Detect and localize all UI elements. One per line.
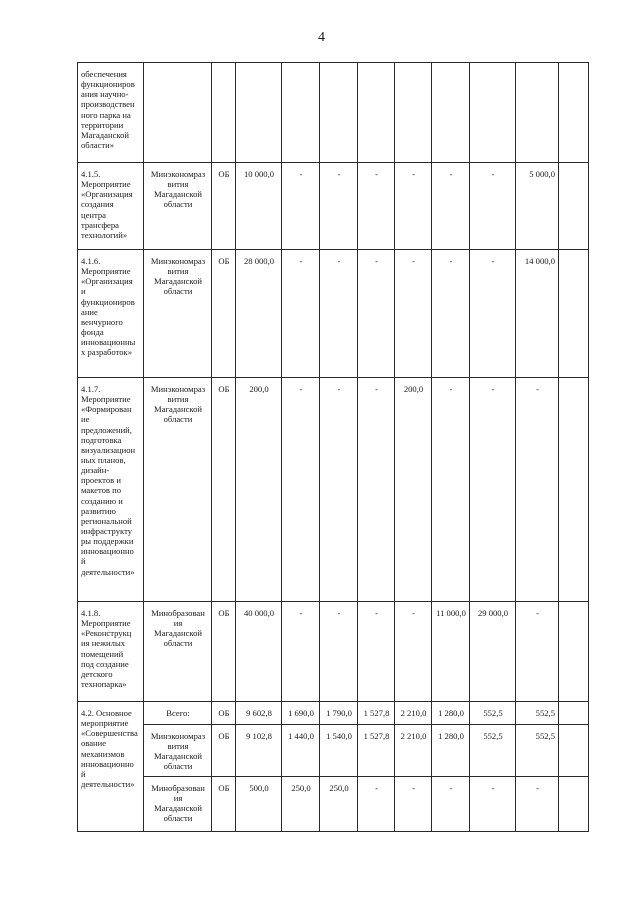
value-cell xyxy=(395,63,432,163)
text-line: механизмов xyxy=(81,748,125,759)
value-cell: - xyxy=(358,602,395,702)
text-line: области xyxy=(163,414,193,425)
text-line: ия xyxy=(173,618,183,629)
value-cell: 552,5 xyxy=(470,702,516,725)
value-cell: 500,0 xyxy=(236,777,282,832)
value-cell: - xyxy=(358,777,395,832)
table-row xyxy=(78,602,589,702)
text-line: й xyxy=(81,556,86,567)
measure-name-cell xyxy=(78,378,144,602)
value-cell: - xyxy=(516,378,559,602)
text-line: трансфера xyxy=(81,219,119,230)
text-line: Минэкономраз xyxy=(150,256,206,266)
text-line: территории xyxy=(81,119,124,130)
value-cell: - xyxy=(432,250,470,378)
text-line: области xyxy=(163,286,193,297)
value-cell: - xyxy=(358,250,395,378)
value-cell: 1 280,0 xyxy=(432,725,470,777)
text-line: «Организация xyxy=(81,276,133,287)
text-line: «Совершенства xyxy=(81,728,138,739)
text-line: функциониров xyxy=(81,79,135,90)
text-line: ры поддержки xyxy=(81,536,134,547)
value-cell: - xyxy=(470,250,516,378)
text-line: и xyxy=(81,286,86,297)
text-line: центра xyxy=(81,209,106,220)
text-line: 4.1.8. xyxy=(81,608,101,618)
value-cell: - xyxy=(395,602,432,702)
text-line: Магаданской xyxy=(81,129,130,140)
text-line: предложений, xyxy=(81,424,132,435)
value-cell: - xyxy=(470,777,516,832)
text-line: развитию xyxy=(81,505,116,516)
text-line: мероприятие xyxy=(81,718,129,729)
value-cell: - xyxy=(282,163,320,250)
text-line: й xyxy=(81,768,86,779)
value-cell: 10 000,0 xyxy=(236,163,282,250)
value-cell xyxy=(358,63,395,163)
text-line: х разработок» xyxy=(81,347,133,358)
funding-source-cell: ОБ xyxy=(212,702,236,725)
value-cell: - xyxy=(432,378,470,602)
executor-cell xyxy=(144,250,212,378)
text-line: проектов и xyxy=(81,475,121,486)
measure-name-cell xyxy=(78,702,144,832)
measure-name-cell xyxy=(78,63,144,163)
value-cell: - xyxy=(432,777,470,832)
value-cell xyxy=(559,602,589,702)
value-cell xyxy=(236,63,282,163)
text-line: Магаданской xyxy=(153,751,203,762)
text-line: 4.1.6. xyxy=(81,256,101,266)
text-line: Магаданской xyxy=(153,276,203,287)
value-cell: 552,5 xyxy=(516,725,559,777)
text-line: области» xyxy=(81,139,115,150)
text-line: Магаданской xyxy=(153,189,203,200)
value-cell: 5 000,0 xyxy=(516,163,559,250)
funding-source-cell: ОБ xyxy=(212,163,236,250)
value-cell: 200,0 xyxy=(395,378,432,602)
text-line: под создание xyxy=(81,658,129,669)
executor-cell xyxy=(144,163,212,250)
text-line: макетов по xyxy=(81,485,122,496)
value-cell: - xyxy=(516,777,559,832)
value-cell: 200,0 xyxy=(236,378,282,602)
text-line: помещений xyxy=(81,648,124,659)
text-line: венчурного xyxy=(81,316,123,327)
value-cell: 552,5 xyxy=(516,702,559,725)
value-cell xyxy=(559,163,589,250)
text-line: ание xyxy=(81,306,98,317)
table-row xyxy=(78,702,589,725)
text-line: обеспечения xyxy=(81,69,127,79)
text-line: области xyxy=(163,199,193,210)
value-cell xyxy=(432,63,470,163)
table-row xyxy=(78,378,589,602)
measure-name-cell xyxy=(78,250,144,378)
text-line: 4.2. Основное xyxy=(81,708,132,718)
text-line: ие xyxy=(81,414,90,425)
text-line: созданию и xyxy=(81,495,123,506)
text-line: ия нежилых xyxy=(81,638,126,649)
text-line: области xyxy=(163,813,193,824)
text-line: Всего: xyxy=(166,708,190,718)
value-cell: 1 527,8 xyxy=(358,725,395,777)
text-line: ных планов, xyxy=(81,454,126,465)
value-cell xyxy=(559,378,589,602)
value-cell: 1 280,0 xyxy=(432,702,470,725)
text-line: ия xyxy=(173,793,183,804)
value-cell: - xyxy=(320,378,358,602)
value-cell: 2 210,0 xyxy=(395,702,432,725)
table-row xyxy=(78,250,589,378)
text-line: региональной xyxy=(81,515,132,526)
value-cell: 14 000,0 xyxy=(516,250,559,378)
text-line: функциониров xyxy=(81,296,135,307)
value-cell: - xyxy=(320,250,358,378)
value-cell: 9 102,8 xyxy=(236,725,282,777)
value-cell: - xyxy=(282,602,320,702)
value-cell: 1 527,8 xyxy=(358,702,395,725)
text-line: вития xyxy=(167,741,189,752)
text-line: инновационны xyxy=(81,337,136,348)
text-line: Мероприятие xyxy=(81,618,131,629)
value-cell: - xyxy=(470,378,516,602)
table-row xyxy=(78,163,589,250)
value-cell: 552,5 xyxy=(470,725,516,777)
executor-cell xyxy=(144,702,212,725)
text-line: технопарка» xyxy=(81,678,127,689)
value-cell xyxy=(559,777,589,832)
text-line: 4.1.7. xyxy=(81,384,101,394)
text-line: Магаданской xyxy=(153,803,203,814)
table-row xyxy=(78,63,589,163)
value-cell xyxy=(559,250,589,378)
text-line: «Реконструкц xyxy=(81,628,132,639)
value-cell: 250,0 xyxy=(320,777,358,832)
measure-name-cell xyxy=(78,163,144,250)
value-cell: 29 000,0 xyxy=(470,602,516,702)
value-cell: 28 000,0 xyxy=(236,250,282,378)
text-line: визуализацион xyxy=(81,444,136,455)
table-row xyxy=(78,777,589,832)
value-cell xyxy=(516,63,559,163)
text-line: инновационно xyxy=(81,546,134,557)
text-line: «Формирован xyxy=(81,404,132,415)
value-cell: 2 210,0 xyxy=(395,725,432,777)
text-line: Мероприятие xyxy=(81,179,131,190)
value-cell: - xyxy=(320,163,358,250)
funding-source-cell: ОБ xyxy=(212,777,236,832)
text-line: технологий» xyxy=(81,229,128,240)
value-cell: - xyxy=(358,163,395,250)
text-line: инфраструкту xyxy=(81,525,133,536)
value-cell: - xyxy=(320,602,358,702)
value-cell xyxy=(559,725,589,777)
text-line: вития xyxy=(167,394,189,405)
value-cell: - xyxy=(395,777,432,832)
text-line: Минэкономраз xyxy=(150,169,206,179)
text-line: Магаданской xyxy=(153,404,203,415)
value-cell: - xyxy=(395,163,432,250)
value-cell: - xyxy=(432,163,470,250)
executor-cell xyxy=(144,725,212,777)
value-cell: - xyxy=(282,378,320,602)
executor-cell xyxy=(144,63,212,163)
executor-cell xyxy=(144,777,212,832)
funding-source-cell: ОБ xyxy=(212,250,236,378)
text-line: вития xyxy=(167,179,189,190)
text-line: Минэкономраз xyxy=(150,384,206,394)
text-line: дизайн- xyxy=(81,465,110,476)
funding-source-cell xyxy=(212,63,236,163)
text-line: подготовка xyxy=(81,434,122,445)
text-line: «Организация xyxy=(81,189,133,200)
text-line: ного парка на xyxy=(81,109,131,120)
value-cell: - xyxy=(358,378,395,602)
table-row xyxy=(78,725,589,777)
measure-name-cell xyxy=(78,602,144,702)
value-cell xyxy=(320,63,358,163)
value-cell: 1 790,0 xyxy=(320,702,358,725)
text-line: создания xyxy=(81,199,114,210)
value-cell: 11 000,0 xyxy=(432,602,470,702)
text-line: Минобразован xyxy=(151,783,205,793)
text-line: Мероприятие xyxy=(81,394,131,405)
text-line: детского xyxy=(81,668,113,679)
value-cell xyxy=(282,63,320,163)
value-cell: 1 540,0 xyxy=(320,725,358,777)
value-cell: 1 440,0 xyxy=(282,725,320,777)
text-line: области xyxy=(163,761,193,772)
text-line: Минобразован xyxy=(151,608,205,618)
text-line: Мероприятие xyxy=(81,266,131,277)
text-line: Магаданской xyxy=(153,628,203,639)
funding-source-cell: ОБ xyxy=(212,725,236,777)
text-line: Минэкономраз xyxy=(150,731,206,741)
value-cell: 1 690,0 xyxy=(282,702,320,725)
text-line: производствен xyxy=(81,99,135,110)
value-cell: - xyxy=(516,602,559,702)
funding-source-cell: ОБ xyxy=(212,378,236,602)
executor-cell xyxy=(144,378,212,602)
value-cell: - xyxy=(470,163,516,250)
table-body xyxy=(78,63,589,832)
value-cell xyxy=(470,63,516,163)
text-line: ания научно- xyxy=(81,89,129,100)
text-line: инновационно xyxy=(81,758,134,769)
value-cell: 250,0 xyxy=(282,777,320,832)
value-cell: - xyxy=(282,250,320,378)
text-line: деятельности» xyxy=(81,566,135,577)
value-cell: - xyxy=(395,250,432,378)
budget-table xyxy=(77,62,589,832)
text-line: деятельности» xyxy=(81,778,135,789)
text-line: области xyxy=(163,638,193,649)
text-line: 4.1.5. xyxy=(81,169,101,179)
page-number: 4 xyxy=(318,30,325,45)
executor-cell xyxy=(144,602,212,702)
funding-source-cell: ОБ xyxy=(212,602,236,702)
text-line: фонда xyxy=(81,326,104,337)
value-cell xyxy=(559,702,589,725)
value-cell xyxy=(559,63,589,163)
text-line: вития xyxy=(167,266,189,277)
text-line: ование xyxy=(81,738,107,749)
value-cell: 9 602,8 xyxy=(236,702,282,725)
value-cell: 40 000,0 xyxy=(236,602,282,702)
